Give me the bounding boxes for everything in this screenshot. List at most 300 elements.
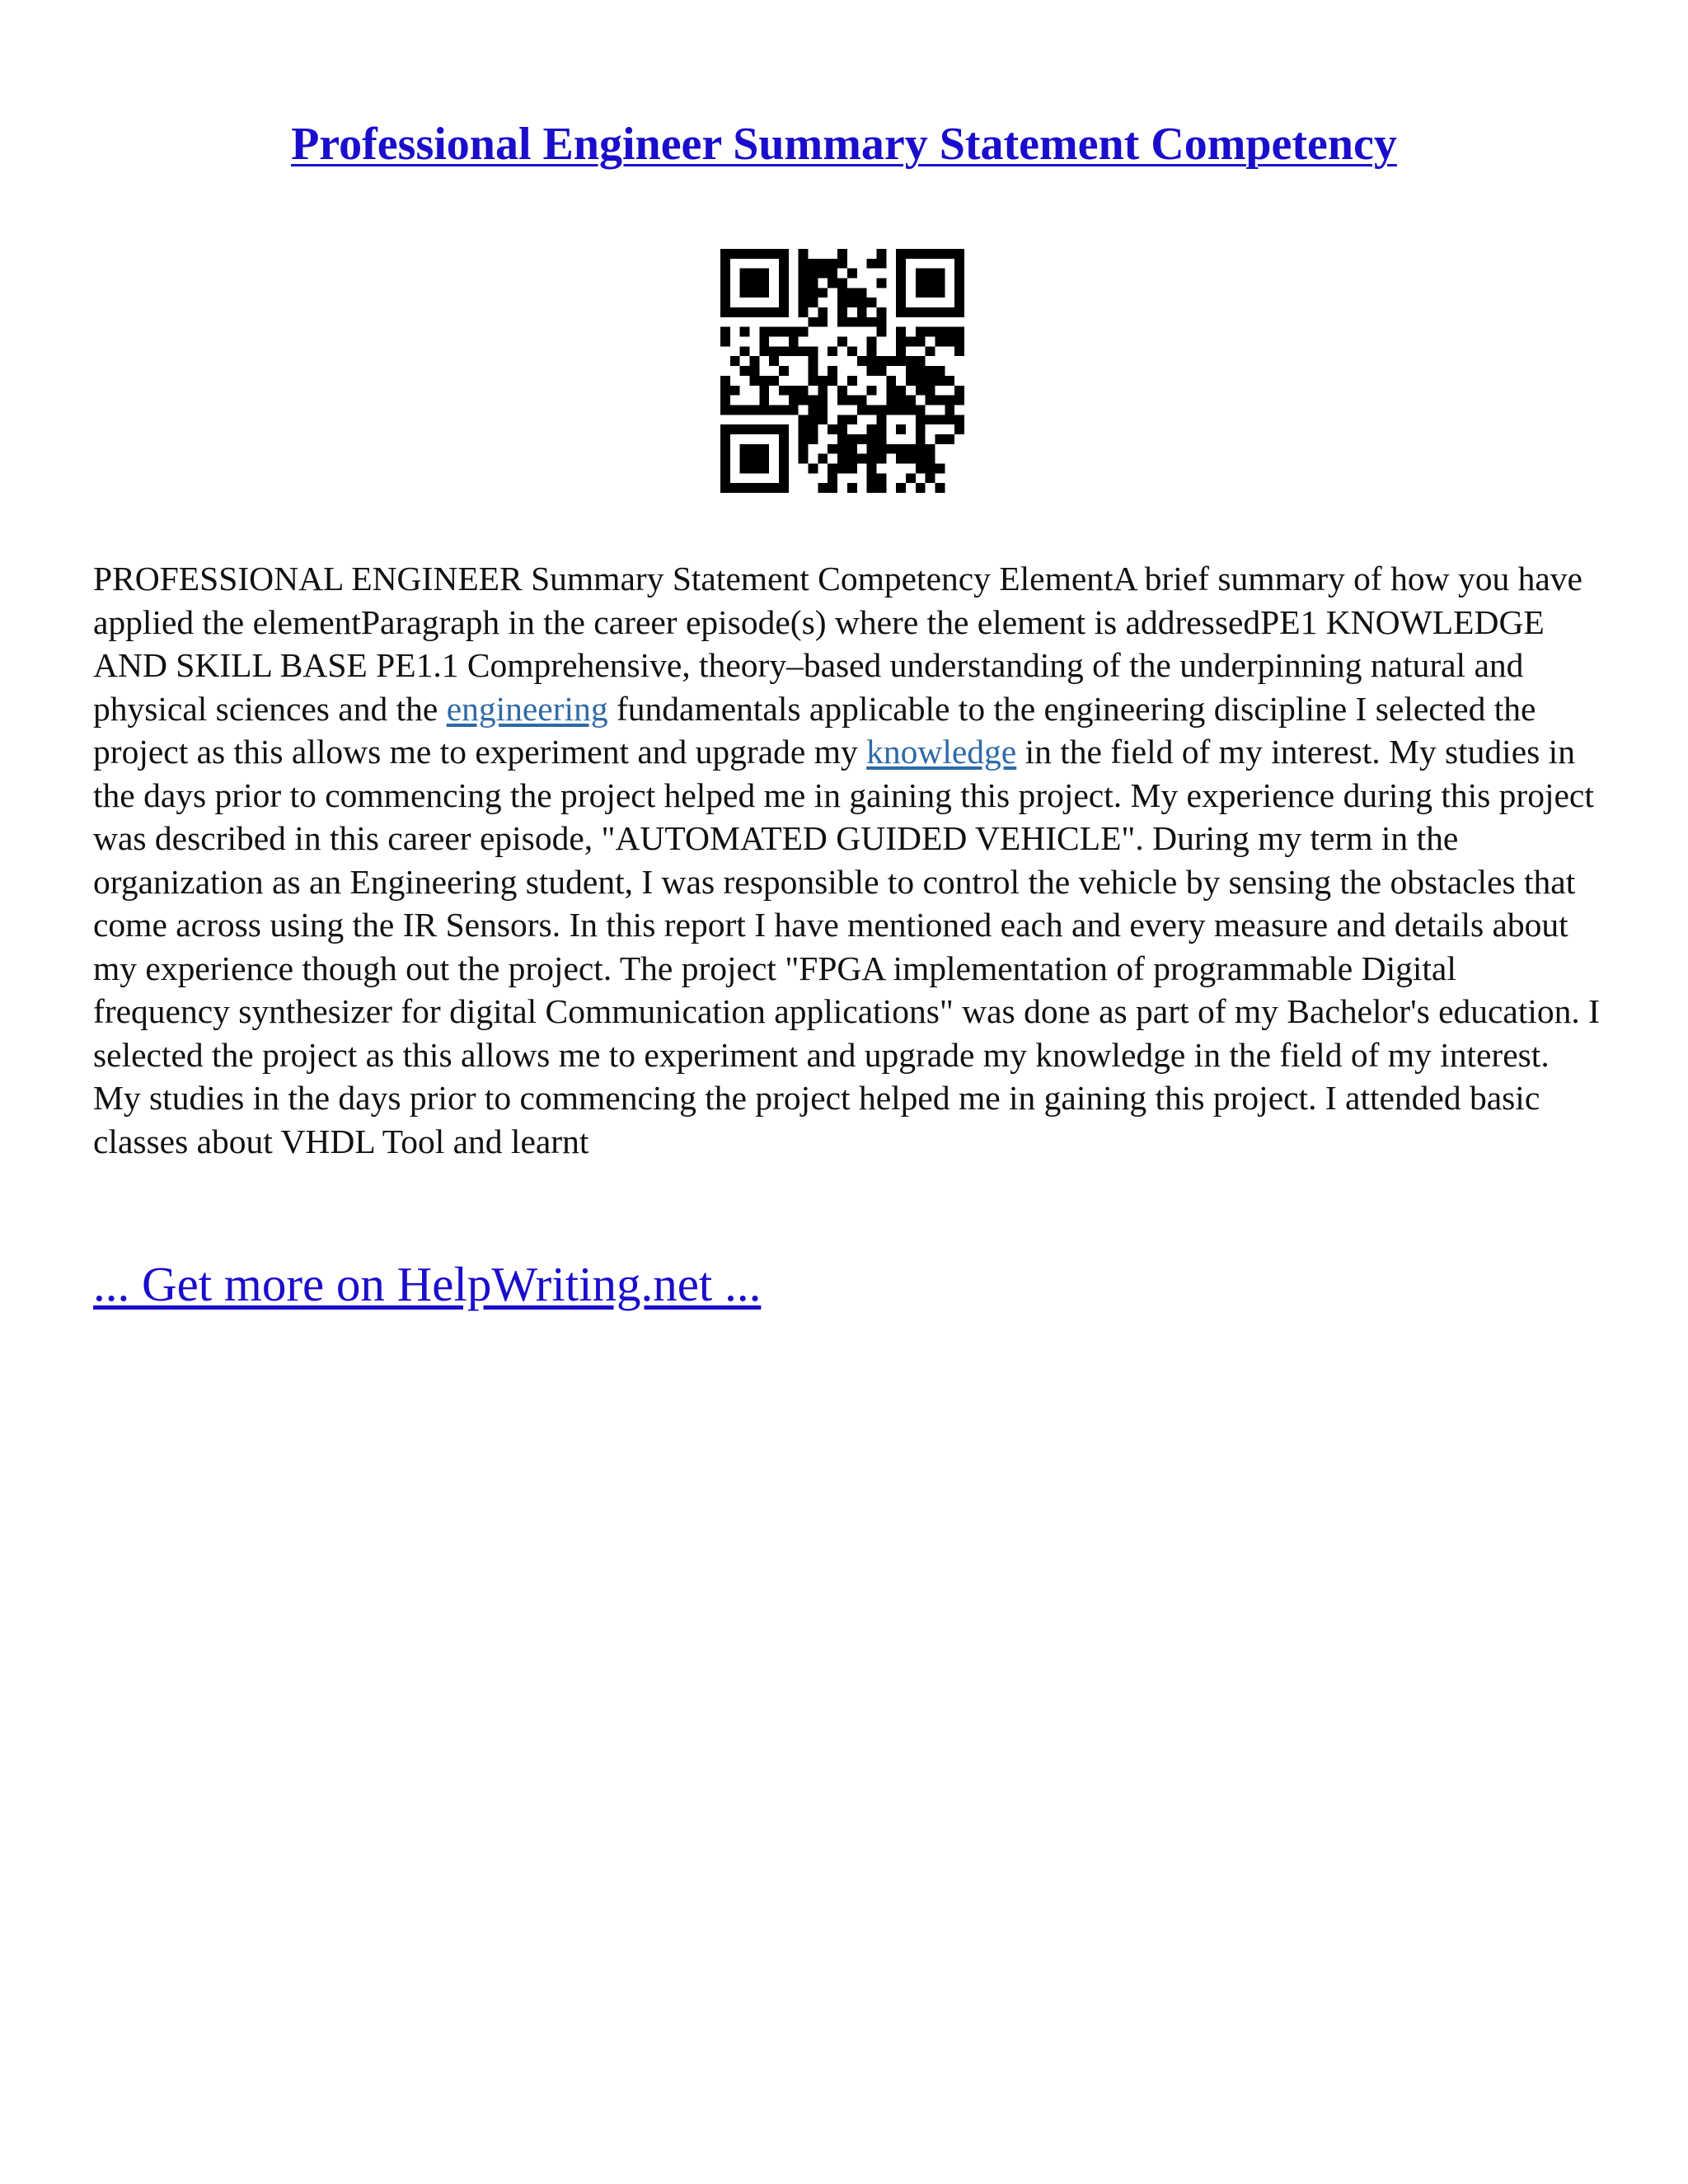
qr-module [857,298,867,307]
qr-module [779,249,789,259]
qr-module [809,259,818,269]
qr-module [720,288,730,298]
qr-module [906,473,916,483]
qr-module [769,249,779,259]
qr-module [847,434,857,444]
qr-module [720,405,730,415]
qr-module [837,288,847,298]
qr-module [837,279,847,288]
qr-module [847,288,857,298]
qr-module [769,346,779,356]
qr-module [954,269,964,279]
qr-module [759,279,769,288]
qr-module [876,366,886,376]
qr-module [759,396,769,405]
qr-module [906,356,916,366]
qr-module [847,454,857,464]
qr-module [954,298,964,307]
qr-module [799,249,809,259]
qr-module [818,269,828,279]
qr-module [750,463,760,473]
qr-module [837,386,847,396]
article-text-part1: PROFESSIONAL ENGINEER Summary Statement Competency ElementA brief summary of how you have applied the elementParagraph in the career episode(s) where the element is addressedPE1 KNOWLEDGE AND SKILL BASE PE1.1 Comprehensive, theory–based understanding of the underpinning natural and physical sciences and the [93,560,1582,728]
qr-module [799,327,809,337]
qr-module [867,386,877,396]
qr-module [750,288,760,298]
qr-module [818,386,828,396]
qr-module [789,405,799,415]
qr-module [740,279,750,288]
qr-module [945,415,954,424]
qr-module [926,376,935,386]
qr-module [886,396,896,405]
qr-module [720,307,730,317]
qr-module [935,483,945,493]
qr-module [837,396,847,405]
qr-module [759,483,769,493]
qr-module [818,288,828,298]
qr-module [837,298,847,307]
qr-module [779,463,789,473]
qr-module [779,269,789,279]
qr-module [818,454,828,464]
qr-module [954,249,964,259]
qr-module [779,483,789,493]
qr-module [867,356,877,366]
qr-module [720,298,730,307]
qr-module [818,376,828,386]
qr-module [935,279,945,288]
qr-module [769,483,779,493]
qr-module [916,288,926,298]
qr-module [769,327,779,337]
qr-module [954,337,964,347]
qr-module [954,424,964,434]
qr-module [847,444,857,454]
qr-module [740,307,750,317]
qr-module [876,317,886,327]
qr-module [916,307,926,317]
article-text-part3: in the field of my interest. My studies in the days prior to commencing the project helped me in gaining this project. My experience during this project was described in this career episode, "AUTOMATED GUIDED VEHICLE". During my term in the organization as an Engineering student, I was responsible to control the vehicle by sensing the obstacles that come across using the IR Sensors. In this report I have mentioned each and every measure and details about my experience though out the project. The project "FPGA implementation of programmable Digital frequency synthesizer for digital Communication applications" was done as part of my Bachelor's education. I selected the project as this allows me to experiment and upgrade my knowledge in the field of my interest. My studies in the days prior to commencing the project helped me in gaining this project. I attended basic classes about VHDL Tool and learnt [93,733,1600,1160]
qr-module [799,386,809,396]
qr-module [809,415,818,424]
qr-module [945,405,954,415]
qr-module [809,424,818,434]
qr-module [750,307,760,317]
qr-module [720,434,730,444]
qr-module [720,327,730,337]
qr-module [809,434,818,444]
qr-module [954,415,964,424]
qr-module [779,444,789,454]
qr-module [945,376,954,386]
qr-module [916,337,926,347]
qr-module [926,288,935,298]
qr-module [720,269,730,279]
qr-module [828,444,837,454]
qr-module [876,279,886,288]
qr-module [809,288,818,298]
qr-module [896,454,906,464]
qr-module [759,249,769,259]
qr-module [769,424,779,434]
qr-module [876,415,886,424]
qr-module [799,444,809,454]
qr-module [779,259,789,269]
qr-module [740,424,750,434]
qr-module [896,259,906,269]
qr-module [759,346,769,356]
qr-module [779,424,789,434]
qr-module [837,249,847,259]
qr-module [779,307,789,317]
qr-module [857,307,867,317]
qr-module [837,434,847,444]
qr-module [896,337,906,347]
qr-module [867,483,877,493]
qr-module [730,424,740,434]
qr-module [799,434,809,444]
qr-code-icon [720,249,964,493]
qr-module [809,356,818,366]
qr-module [779,288,789,298]
qr-module [935,327,945,337]
qr-module [769,356,779,366]
qr-module [876,444,886,454]
qr-module [759,424,769,434]
qr-module [828,376,837,386]
qr-module [740,454,750,464]
qr-module [779,327,789,337]
qr-module [926,473,935,483]
qr-module [876,405,886,415]
qr-module [759,386,769,396]
qr-module [720,444,730,454]
qr-module [906,454,916,464]
qr-module [916,434,926,444]
qr-module [769,405,779,415]
qr-module [867,259,877,269]
qr-module [799,415,809,424]
qr-module [906,249,916,259]
knowledge-link[interactable]: knowledge [866,733,1017,771]
qr-module [837,307,847,317]
qr-module [876,259,886,269]
qr-module [886,444,896,454]
qr-module [935,434,945,444]
qr-module [828,424,837,434]
qr-module [896,298,906,307]
qr-module [818,259,828,269]
qr-module [886,386,896,396]
qr-module [935,463,945,473]
qr-module [740,249,750,259]
qr-module [769,376,779,386]
qr-module [828,366,837,376]
qr-module [740,269,750,279]
qr-module [906,307,916,317]
qr-module [896,444,906,454]
qr-module [837,317,847,327]
qr-module [740,405,750,415]
qr-module [867,405,877,415]
qr-module [876,483,886,493]
qr-module [876,473,886,483]
qr-module [759,307,769,317]
qr-module [828,463,837,473]
qr-module [818,396,828,405]
qr-module [906,376,916,386]
qr-module [809,463,818,473]
qr-module [867,424,877,434]
qr-module [750,366,760,376]
qr-module [954,307,964,317]
qr-module [779,434,789,444]
qr-module [926,386,935,396]
qr-module [809,405,818,415]
qr-module [916,327,926,337]
qr-module [809,279,818,288]
qr-module [896,269,906,279]
qr-module [730,386,740,396]
qr-module [779,473,789,483]
qr-module [759,288,769,298]
qr-module [916,279,926,288]
qr-module [828,269,837,279]
qr-module [740,463,750,473]
qr-module [867,346,877,356]
qr-module [926,327,935,337]
qr-module [847,396,857,405]
qr-module [779,346,789,356]
qr-module [867,337,877,347]
qr-module [896,279,906,288]
qr-module [945,249,954,259]
qr-module [916,415,926,424]
qr-module [896,405,906,415]
qr-module [837,424,847,434]
qr-module [759,327,769,337]
qr-module [818,483,828,493]
qr-module [740,346,750,356]
qr-module [837,444,847,454]
qr-module [799,424,809,434]
qr-module [935,307,945,317]
qr-module [916,405,926,415]
qr-module [867,317,877,327]
qr-module [818,405,828,415]
qr-module [779,386,789,396]
qr-module [809,317,818,327]
get-more-link[interactable]: ... Get more on HelpWriting.net ... [93,1257,762,1311]
qr-module [896,396,906,405]
qr-module [809,376,818,386]
qr-module [896,483,906,493]
qr-module [750,249,760,259]
qr-module [926,279,935,288]
qr-module [837,454,847,464]
qr-module [876,454,886,464]
qr-module [857,317,867,327]
qr-module [896,346,906,356]
qr-module [926,444,935,454]
qr-module [916,376,926,386]
qr-module [867,444,877,454]
qr-module [935,337,945,347]
qr-module [828,473,837,483]
qr-module [720,376,730,386]
qr-module [906,444,916,454]
qr-module [916,356,926,366]
qr-module [740,444,750,454]
qr-module [750,279,760,288]
qr-module [730,249,740,259]
qr-module [906,366,916,376]
qr-module [720,337,730,347]
qr-module [789,337,799,347]
qr-module [896,249,906,259]
qr-module [720,454,730,464]
qr-module [857,454,867,464]
qr-module [720,279,730,288]
qr-module [759,463,769,473]
qr-module [926,307,935,317]
qr-module [916,463,926,473]
qr-module [750,454,760,464]
qr-module [857,356,867,366]
qr-module [945,327,954,337]
qr-module [769,307,779,317]
qr-module [926,454,935,464]
qr-module [759,376,769,386]
qr-module [847,346,857,356]
qr-module [799,346,809,356]
qr-module [935,376,945,386]
qr-module [779,279,789,288]
qr-module [935,366,945,376]
qr-module [886,376,896,386]
qr-module [906,396,916,405]
qr-module [926,269,935,279]
qr-module [876,307,886,317]
qr-module [740,366,750,376]
qr-module [809,366,818,376]
qr-module [837,337,847,347]
qr-module [916,483,926,493]
qr-module [750,483,760,493]
qr-module [847,269,857,279]
qr-module [954,396,964,405]
qr-module [886,405,896,415]
qr-module [896,386,906,396]
qr-module [926,396,935,405]
qr-module [916,386,926,396]
qr-module [809,396,818,405]
qr-module [945,337,954,347]
qr-module [818,415,828,424]
qr-module [935,269,945,279]
qr-module [730,405,740,415]
qr-module [935,288,945,298]
qr-module [759,444,769,454]
article-body [93,557,1601,1163]
qr-module [759,454,769,464]
qr-module [867,473,877,483]
qr-module [837,259,847,269]
qr-module [750,356,760,366]
qr-module [750,405,760,415]
qr-module [720,463,730,473]
qr-module [876,249,886,259]
qr-module [906,405,916,415]
qr-module [799,259,809,269]
page-title[interactable]: Professional Engineer Summary Statement Competency [291,119,1397,170]
qr-module [809,346,818,356]
qr-module [799,269,809,279]
qr-module [828,259,837,269]
qr-module [799,279,809,288]
qr-module [847,463,857,473]
qr-module [926,463,935,473]
qr-module [828,483,837,493]
qr-module [789,396,799,405]
qr-module [779,366,789,376]
qr-module [867,454,877,464]
qr-module [720,473,730,483]
qr-module [779,454,789,464]
qr-module [954,386,964,396]
qr-module [857,405,867,415]
qr-module [799,307,809,317]
article-text-part2: fundamentals applicable to the engineering discipline I selected the project as this allows me to experiment and upgrade my [93,689,1536,771]
qr-module [818,307,828,317]
qr-module [916,366,926,376]
qr-module [837,463,847,473]
qr-module [945,434,954,444]
qr-module [906,337,916,347]
qr-module [837,415,847,424]
qr-module [720,396,730,405]
qr-module [857,434,867,444]
qr-module [847,376,857,386]
qr-module [876,327,886,337]
qr-module [809,298,818,307]
qr-module [799,396,809,405]
qr-module [916,424,926,434]
qr-module [720,424,730,434]
qr-module [847,317,857,327]
qr-module [896,327,906,337]
qr-module [828,346,837,356]
qr-module [945,396,954,405]
qr-module [954,288,964,298]
qr-module [750,269,760,279]
qr-module [750,424,760,434]
qr-module [818,317,828,327]
qr-module [720,386,730,396]
qr-module [720,483,730,493]
qr-module [926,346,935,356]
qr-module [857,288,867,298]
qr-module [789,346,799,356]
qr-module [730,307,740,317]
qr-module [916,444,926,454]
qr-module [740,483,750,493]
qr-module [896,307,906,317]
qr-module [954,259,964,269]
qr-module [867,366,877,376]
engineering-link[interactable]: engineering [446,689,608,728]
